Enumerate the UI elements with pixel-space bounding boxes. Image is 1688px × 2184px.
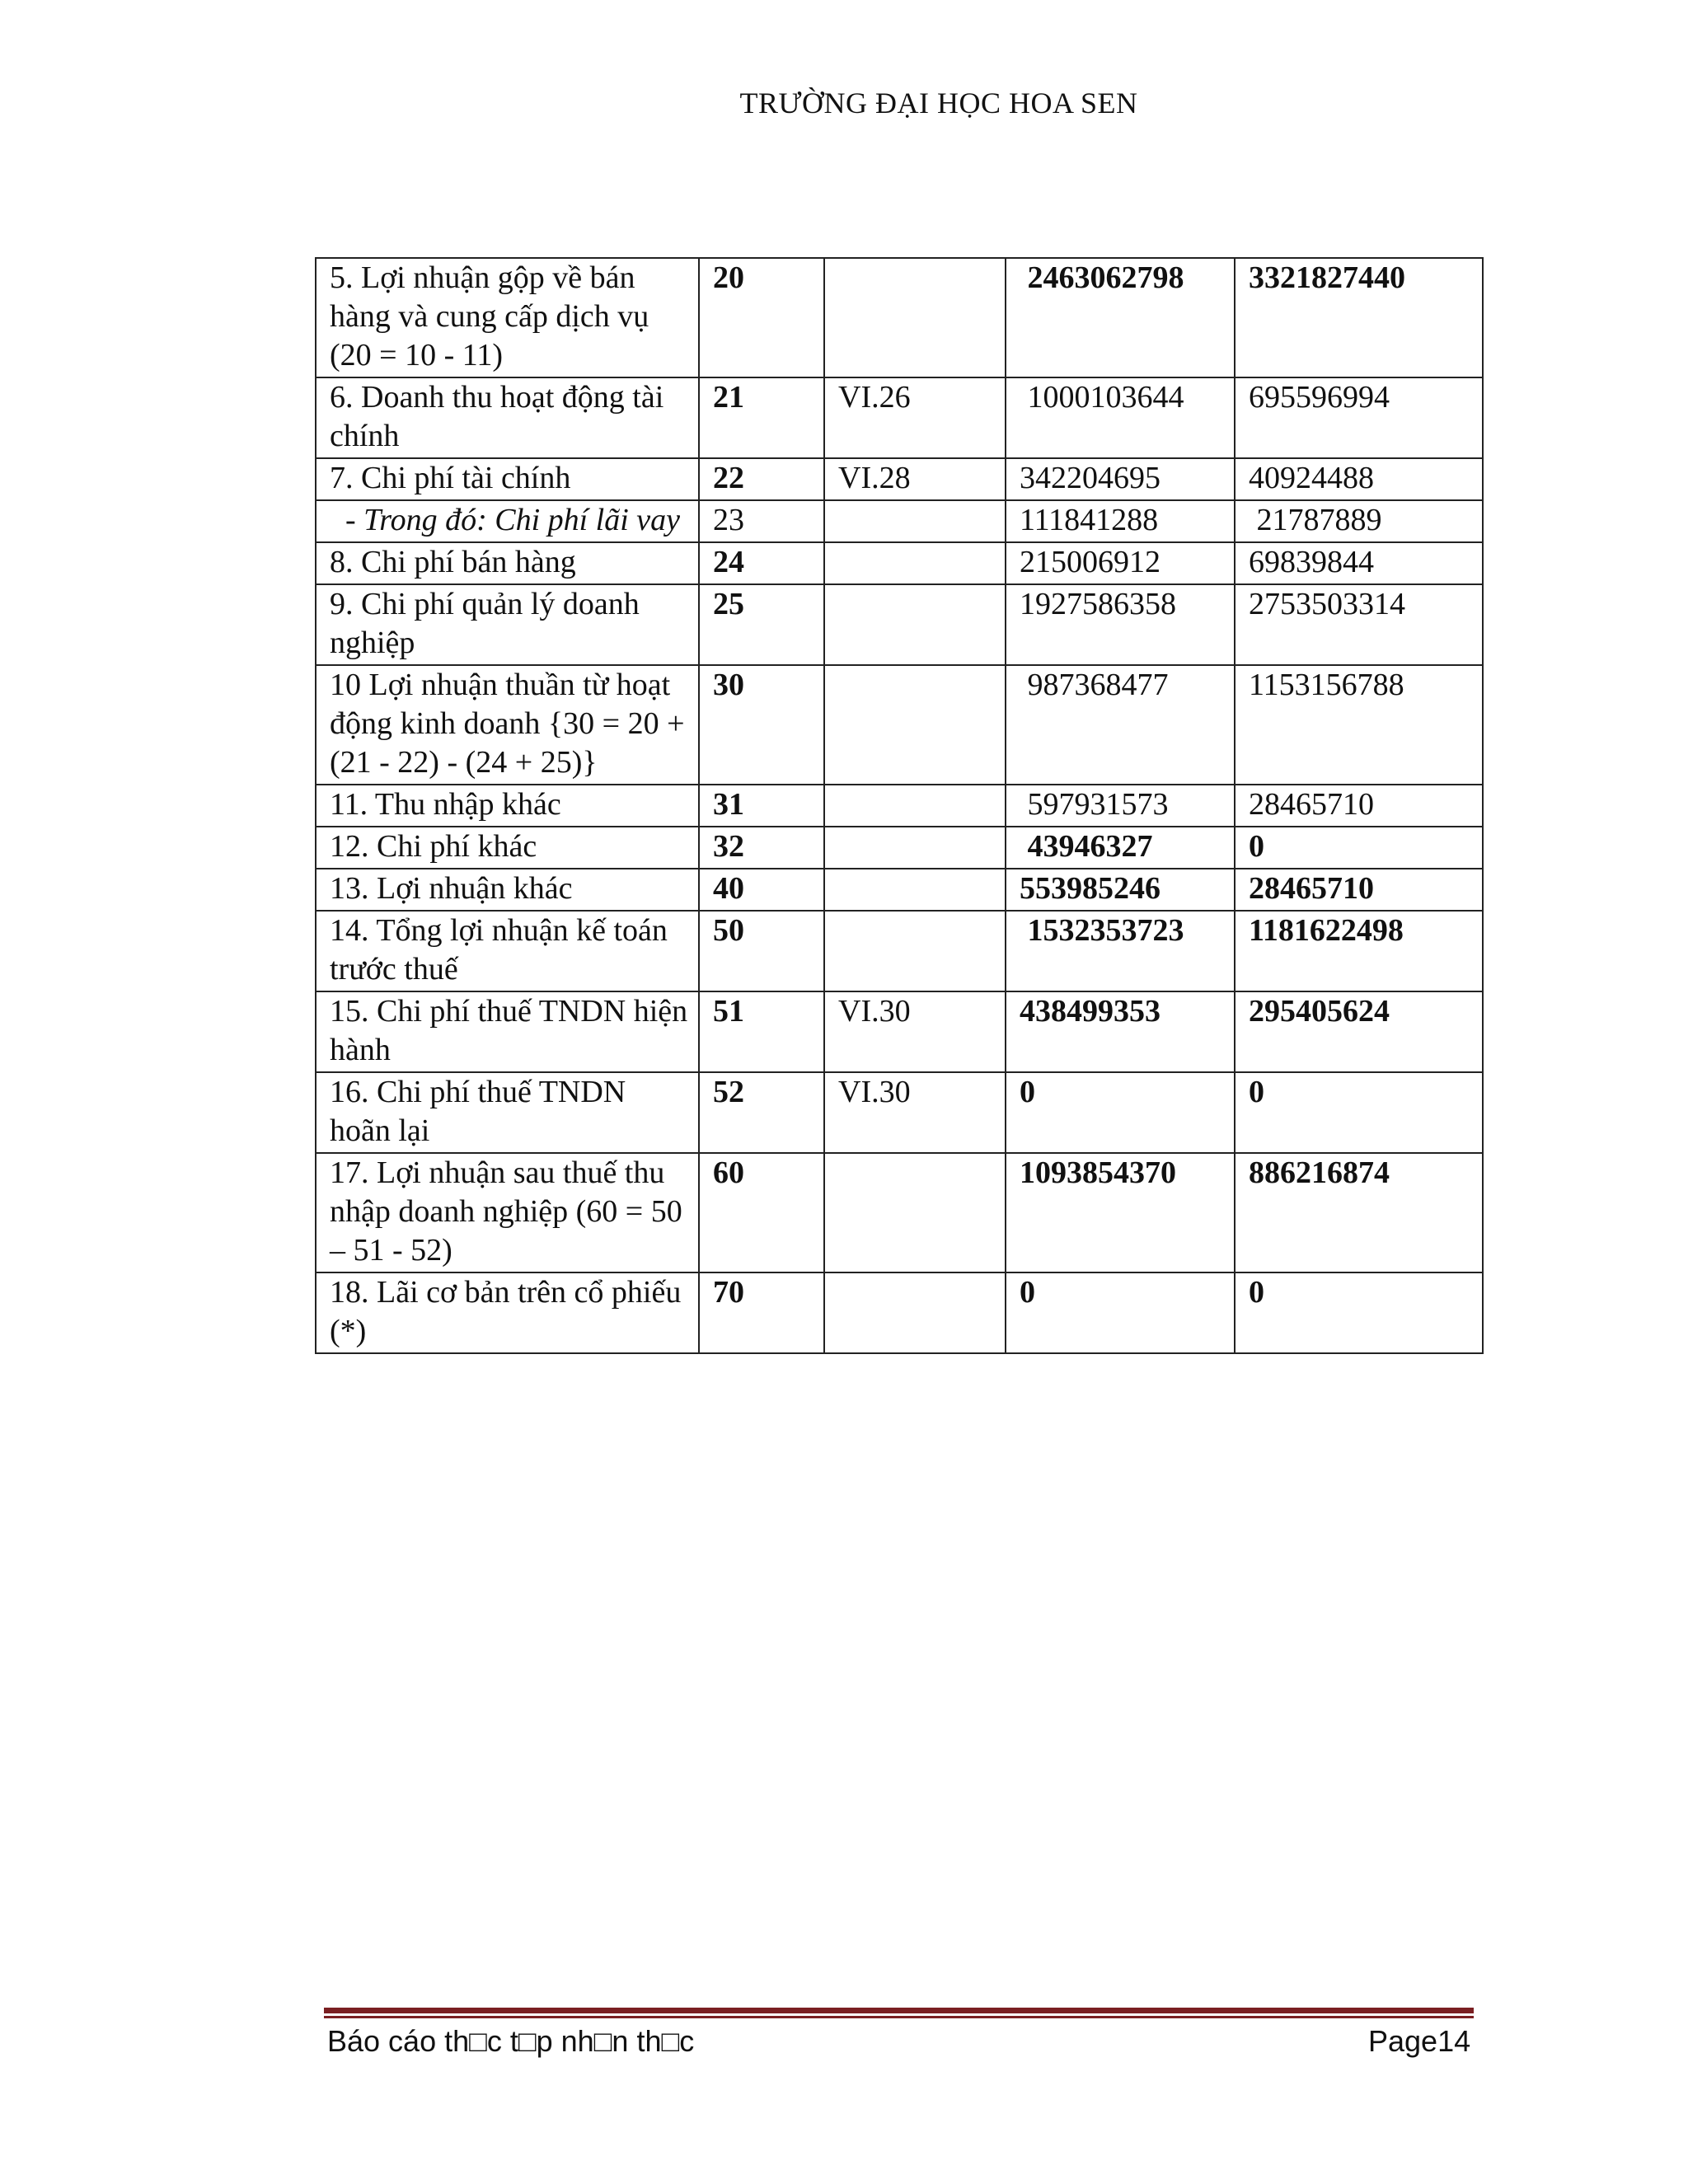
row-item-name: 12. Chi phí khác — [316, 827, 699, 869]
table-row — [316, 377, 1483, 458]
row-note — [824, 258, 1006, 377]
row-value-previous: 69839844 — [1235, 542, 1483, 584]
row-code: 21 — [699, 377, 824, 458]
row-code: 25 — [699, 584, 824, 665]
income-statement-table — [315, 257, 1484, 1354]
footer-page-number: Page14 — [1368, 2024, 1471, 2058]
row-value-previous: 3321827440 — [1235, 258, 1483, 377]
row-value-previous: 1153156788 — [1235, 665, 1483, 785]
row-code: 60 — [699, 1153, 824, 1272]
row-value-previous: 1181622498 — [1235, 911, 1483, 991]
row-item-name: 5. Lợi nhuận gộp về bán hàng và cung cấp dịch vụ (20 = 10 - 11) — [316, 258, 699, 377]
row-value-current: 0 — [1006, 1072, 1235, 1153]
row-item-name: 10 Lợi nhuận thuần từ hoạt động kinh doanh {30 = 20 + (21 - 22) - (24 + 25)} — [316, 665, 699, 785]
row-item-name: 13. Lợi nhuận khác — [316, 869, 699, 911]
row-value-current: 0 — [1006, 1272, 1235, 1353]
row-value-previous: 886216874 — [1235, 1153, 1483, 1272]
row-value-current: 597931573 — [1006, 785, 1235, 827]
row-value-current: 111841288 — [1006, 500, 1235, 542]
row-value-current: 438499353 — [1006, 991, 1235, 1072]
row-note — [824, 1272, 1006, 1353]
row-code: 32 — [699, 827, 824, 869]
row-note — [824, 911, 1006, 991]
row-item-name: 6. Doanh thu hoạt động tài chính — [316, 377, 699, 458]
row-item-name: 14. Tổng lợi nhuận kế toán trước thuế — [316, 911, 699, 991]
table-row — [316, 584, 1483, 665]
row-value-previous: 28465710 — [1235, 869, 1483, 911]
table-row — [316, 258, 1483, 377]
row-code: 50 — [699, 911, 824, 991]
table-row — [316, 1272, 1483, 1353]
row-item-name: 17. Lợi nhuận sau thuế thu nhập doanh nghiệp (60 = 50 – 51 - 52) — [316, 1153, 699, 1272]
table-body — [316, 258, 1483, 1353]
row-item-name: - Trong đó: Chi phí lãi vay — [316, 500, 699, 542]
row-note: VI.30 — [824, 1072, 1006, 1153]
row-code: 51 — [699, 991, 824, 1072]
row-value-previous: 28465710 — [1235, 785, 1483, 827]
row-code: 31 — [699, 785, 824, 827]
row-value-current: 987368477 — [1006, 665, 1235, 785]
row-code: 70 — [699, 1272, 824, 1353]
row-value-current: 43946327 — [1006, 827, 1235, 869]
row-code: 23 — [699, 500, 824, 542]
footer-report-title: Báo cáo th□c t□p nh□n th□c — [327, 2024, 695, 2058]
row-item-name: 7. Chi phí tài chính — [316, 458, 699, 500]
row-note — [824, 584, 1006, 665]
row-note — [824, 827, 1006, 869]
row-note — [824, 869, 1006, 911]
row-value-previous: 0 — [1235, 1272, 1483, 1353]
row-item-name: 9. Chi phí quản lý doanh nghiệp — [316, 584, 699, 665]
row-item-name: 8. Chi phí bán hàng — [316, 542, 699, 584]
row-value-current: 1532353723 — [1006, 911, 1235, 991]
row-note: VI.26 — [824, 377, 1006, 458]
row-item-name: 11. Thu nhập khác — [316, 785, 699, 827]
row-note — [824, 1153, 1006, 1272]
row-note — [824, 500, 1006, 542]
row-note — [824, 665, 1006, 785]
row-value-current: 215006912 — [1006, 542, 1235, 584]
row-note — [824, 785, 1006, 827]
row-code: 30 — [699, 665, 824, 785]
row-value-previous: 40924488 — [1235, 458, 1483, 500]
footer-rule-thick — [324, 2008, 1474, 2013]
table-row — [316, 500, 1483, 542]
row-value-previous: 0 — [1235, 1072, 1483, 1153]
table-row — [316, 911, 1483, 991]
table-row — [316, 665, 1483, 785]
table-row — [316, 1072, 1483, 1153]
row-value-current: 1093854370 — [1006, 1153, 1235, 1272]
table-row — [316, 542, 1483, 584]
table-row — [316, 458, 1483, 500]
table-row — [316, 991, 1483, 1072]
row-note: VI.30 — [824, 991, 1006, 1072]
row-code: 20 — [699, 258, 824, 377]
table-row — [316, 1153, 1483, 1272]
row-value-previous: 295405624 — [1235, 991, 1483, 1072]
row-value-current: 1000103644 — [1006, 377, 1235, 458]
row-value-previous: 695596994 — [1235, 377, 1483, 458]
row-value-current: 1927586358 — [1006, 584, 1235, 665]
row-code: 22 — [699, 458, 824, 500]
table-row — [316, 785, 1483, 827]
row-value-current: 2463062798 — [1006, 258, 1235, 377]
row-item-name: 18. Lãi cơ bản trên cổ phiếu (*) — [316, 1272, 699, 1353]
row-value-previous: 2753503314 — [1235, 584, 1483, 665]
row-value-previous: 0 — [1235, 827, 1483, 869]
page-header: TRƯỜNG ĐẠI HỌC HOA SEN — [739, 87, 1138, 120]
row-code: 40 — [699, 869, 824, 911]
footer-rule-thin — [324, 2016, 1474, 2018]
row-note: VI.28 — [824, 458, 1006, 500]
row-value-current: 553985246 — [1006, 869, 1235, 911]
row-item-name: 15. Chi phí thuế TNDN hiện hành — [316, 991, 699, 1072]
row-item-name: 16. Chi phí thuế TNDN hoãn lại — [316, 1072, 699, 1153]
row-value-current: 342204695 — [1006, 458, 1235, 500]
row-code: 52 — [699, 1072, 824, 1153]
row-note — [824, 542, 1006, 584]
row-value-previous: 21787889 — [1235, 500, 1483, 542]
table-row — [316, 827, 1483, 869]
table-row — [316, 869, 1483, 911]
row-code: 24 — [699, 542, 824, 584]
